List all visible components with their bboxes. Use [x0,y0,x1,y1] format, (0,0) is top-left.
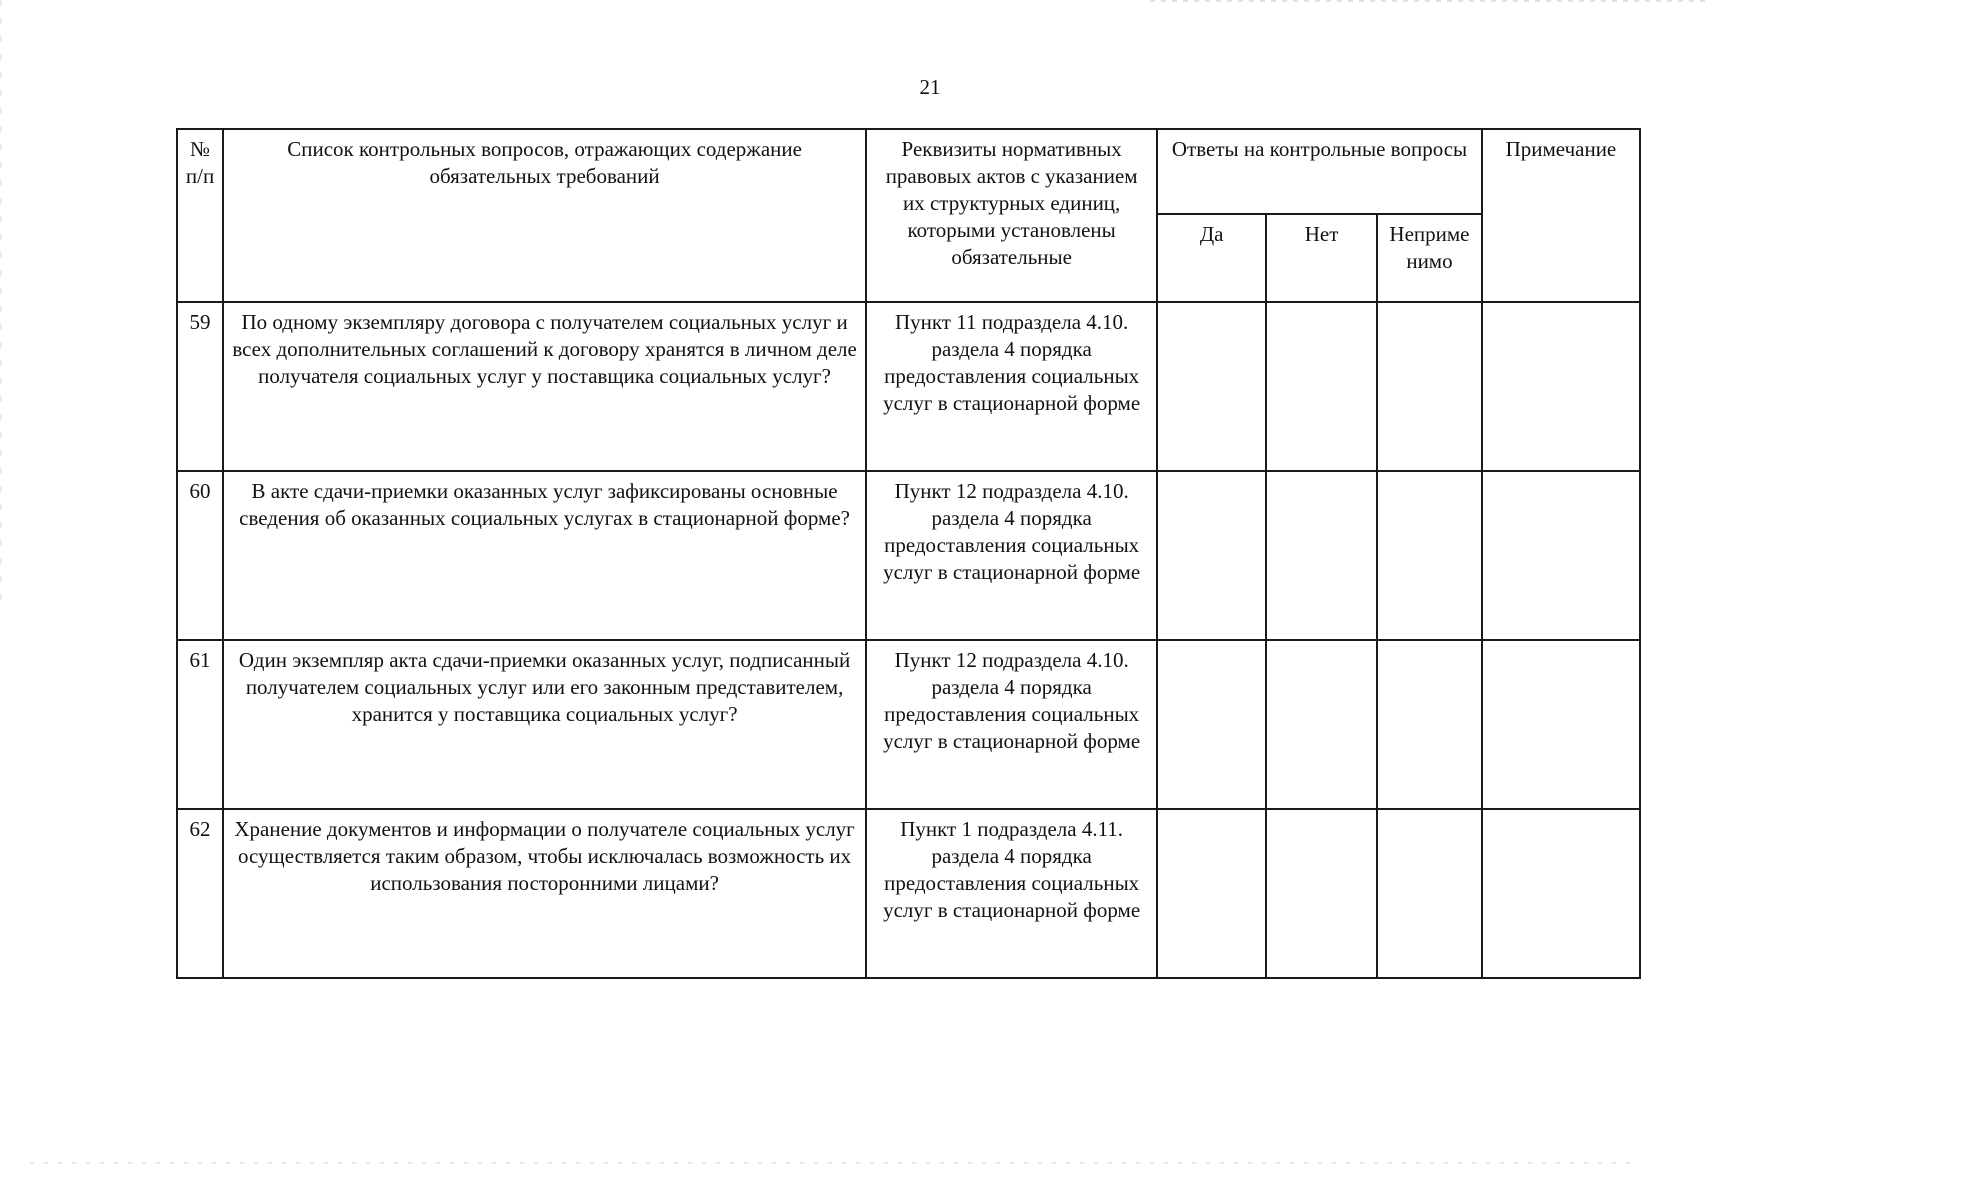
table-row [177,471,1640,640]
row-number: 59 [177,302,223,471]
question-cell: Хранение документов и информации о получателе социальных услуг осуществляется таким образом, чтобы исключалась возможность их использования посторонними лицами? [223,809,866,978]
answer-no-cell[interactable] [1266,471,1377,640]
table-row [177,809,1640,978]
scan-artifact-edge [0,0,2,600]
answer-no-cell[interactable] [1266,640,1377,809]
note-cell[interactable] [1482,809,1640,978]
answer-yes-cell[interactable] [1157,809,1266,978]
table-row [177,302,1640,471]
table-header-row [177,129,1640,214]
requisites-cell: Пункт 12 подраздела 4.10. раздела 4 порядка предоставления социальных услуг в стационарной форме [866,471,1157,640]
header-answers-group: Ответы на контрольные вопросы [1157,129,1482,214]
requisites-cell: Пункт 1 подраздела 4.11. раздела 4 порядка предоставления социальных услуг в стационарной форме [866,809,1157,978]
answer-yes-cell[interactable] [1157,302,1266,471]
answer-not-applicable-cell[interactable] [1377,640,1482,809]
note-cell[interactable] [1482,640,1640,809]
note-cell[interactable] [1482,302,1640,471]
table-row [177,640,1640,809]
header-note: Примечание [1482,129,1640,302]
header-requisites-text: Реквизиты нормативных правовых актов с указанием их структурных единиц, которыми установлены обязательные [885,137,1138,269]
scan-artifact-top [1150,0,1710,2]
question-cell: По одному экземпляру договора с получателем социальных услуг и всех дополнительных соглашений к договору хранятся в личном деле получателя социальных услуг у поставщика социальных услуг? [223,302,866,471]
header-requisites [866,129,1157,302]
requisites-cell: Пункт 11 подраздела 4.10. раздела 4 порядка предоставления социальных услуг в стационарной форме [866,302,1157,471]
header-num: № п/п [177,129,223,302]
requisites-cell: Пункт 12 подраздела 4.10. раздела 4 порядка предоставления социальных услуг в стационарной форме [866,640,1157,809]
answer-not-applicable-cell[interactable] [1377,809,1482,978]
header-question: Список контрольных вопросов, отражающих содержание обязательных требований [223,129,866,302]
question-cell: Один экземпляр акта сдачи-приемки оказанных услуг, подписанный получателем социальных услуг или его законным представителем, хранится у поставщика социальных услуг? [223,640,866,809]
answer-not-applicable-cell[interactable] [1377,302,1482,471]
question-cell: В акте сдачи-приемки оказанных услуг зафиксированы основные сведения об оказанных социальных услугах в стационарной форме? [223,471,866,640]
checklist-table [176,128,1641,979]
answer-not-applicable-cell[interactable] [1377,471,1482,640]
answer-yes-cell[interactable] [1157,471,1266,640]
row-number: 62 [177,809,223,978]
answer-no-cell[interactable] [1266,809,1377,978]
page-number: 21 [919,75,941,99]
answer-no-cell[interactable] [1266,302,1377,471]
header-no: Нет [1266,214,1377,302]
row-number: 61 [177,640,223,809]
header-yes: Да [1157,214,1266,302]
note-cell[interactable] [1482,471,1640,640]
row-number: 60 [177,471,223,640]
scan-artifact-bottom [30,1162,1630,1164]
header-not-applicable: Неприме нимо [1377,214,1482,302]
answer-yes-cell[interactable] [1157,640,1266,809]
